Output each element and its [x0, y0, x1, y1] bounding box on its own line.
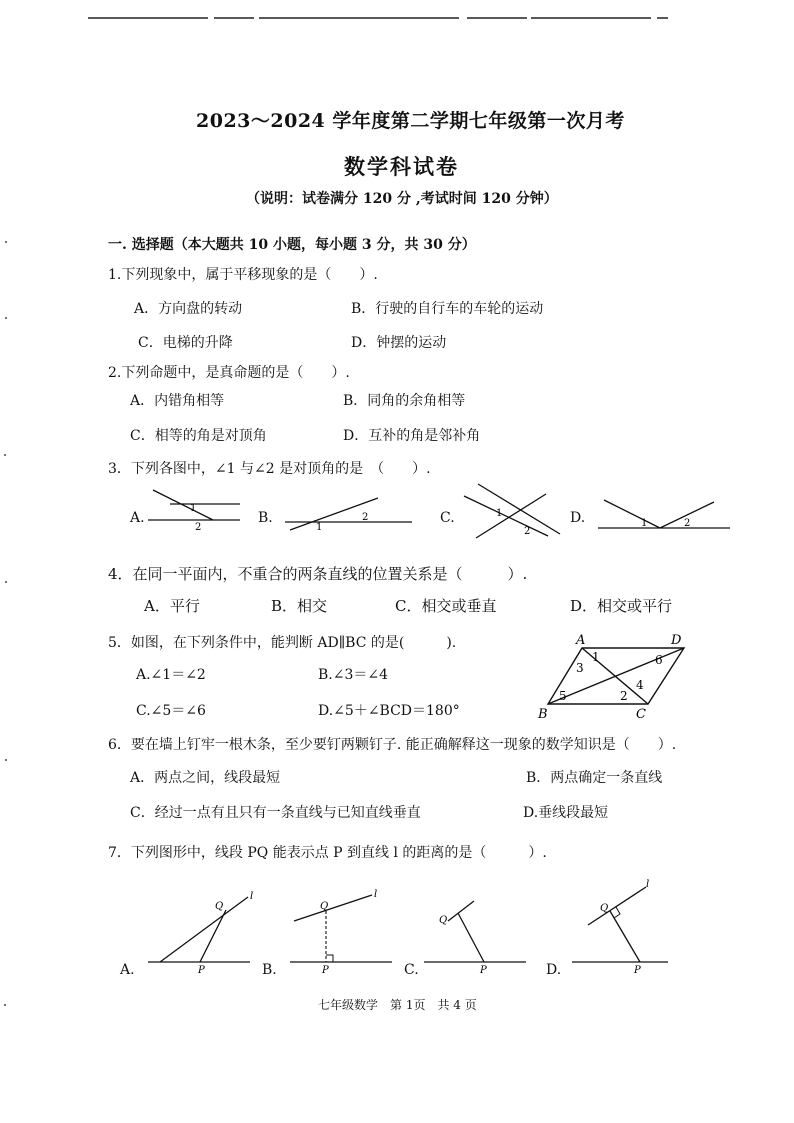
svg-text:l: l [646, 879, 650, 890]
q4-option-d[interactable]: D．相交或平行 [570, 597, 673, 615]
q6-stem: 6．要在墙上钉牢一根木条，至少要钉两颗钉子. 能正确解释这一现象的数学知识是（ ）. [108, 737, 677, 753]
q2-option-a[interactable]: A．内错角相等 [130, 393, 225, 409]
q2-option-c[interactable]: C．相等的角是对顶角 [130, 428, 267, 444]
q5-angle-5: 5 [559, 689, 567, 703]
q3b-angle-1: 1 [316, 522, 323, 533]
q7-label-a[interactable]: A. [120, 962, 135, 978]
svg-text:P: P [634, 965, 641, 976]
q1-option-a[interactable]: A．方向盘的转动 [134, 301, 243, 317]
q1-option-c[interactable]: C．电梯的升降 [138, 335, 233, 351]
svg-text:Q: Q [600, 903, 609, 914]
q3-stem: 3．下列各图中，∠1 与∠2 是对顶角的是 （ ）. [108, 461, 431, 477]
q5-point-b: B [538, 707, 548, 722]
q3-label-c[interactable]: C. [440, 510, 455, 526]
q6-option-d[interactable]: D.垂线段最短 [523, 805, 609, 821]
q4-option-a[interactable]: A．平行 [144, 597, 200, 615]
q3-figure-a [148, 490, 240, 533]
q5-angle-3: 3 [576, 661, 584, 675]
q3c-angle-2: 2 [524, 526, 531, 537]
q5-point-d: D [671, 633, 682, 648]
q6-option-a[interactable]: A．两点之间，线段最短 [130, 770, 281, 786]
q2-option-d[interactable]: D．互补的角是邻补角 [343, 428, 481, 444]
q3-label-b[interactable]: B. [258, 510, 273, 526]
q3-label-d[interactable]: D. [570, 510, 586, 526]
svg-text:P: P [322, 965, 329, 976]
exam-note: （说明：试卷满分 120 分 ,考试时间 120 分钟） [246, 191, 558, 207]
q7-label-b[interactable]: B. [262, 962, 277, 978]
exam-subtitle: 数学科试卷 [344, 154, 459, 179]
q7-figure-c [424, 901, 526, 976]
q3-figures [0, 480, 794, 550]
svg-text:l: l [250, 891, 254, 902]
q7-figure-d [572, 879, 668, 976]
q5-stem: 5．如图，在下列条件中，能判断 AD∥BC 的是( ). [108, 635, 457, 651]
q5-option-b[interactable]: B.∠3＝∠4 [318, 667, 389, 683]
page-footer: 七年级数学 第 1页 共 4 页 [318, 998, 477, 1012]
exam-title: 2023～2024 学年度第二学期七年级第一次月考 [196, 110, 625, 132]
q5-angle-4: 4 [636, 678, 644, 692]
q5-angle-6: 6 [655, 653, 663, 667]
q5-point-a: A [576, 633, 586, 648]
q2-stem: 2.下列命题中，是真命题的是（ ）. [108, 365, 350, 381]
q3d-angle-2: 2 [684, 518, 691, 529]
q7-figures [0, 875, 794, 985]
q6-option-b[interactable]: B．两点确定一条直线 [526, 770, 663, 786]
q5-figure [530, 628, 700, 723]
q3-figure-c [464, 484, 560, 538]
q3-figure-d [598, 500, 730, 529]
svg-text:Q: Q [320, 901, 329, 912]
q5-option-d[interactable]: D.∠5＋∠BCD＝180° [318, 703, 460, 719]
svg-text:P: P [198, 965, 205, 976]
q5-angle-1: 1 [592, 650, 600, 664]
section-heading: 一. 选择题（本大题共 10 小题，每小题 3 分，共 30 分） [108, 237, 476, 253]
q3d-angle-1: 1 [641, 518, 648, 529]
q4-option-c[interactable]: C．相交或垂直 [395, 597, 497, 615]
q5-option-c[interactable]: C.∠5＝∠6 [136, 703, 206, 719]
q7-label-c[interactable]: C. [404, 962, 419, 978]
q3-label-a[interactable]: A. [130, 510, 145, 526]
q1-option-d[interactable]: D．钟摆的运动 [351, 335, 447, 351]
q3-figure-b [285, 498, 412, 533]
q3a-angle-1: 1 [190, 503, 197, 514]
q4-stem: 4．在同一平面内，不重合的两条直线的位置关系是（ ）. [108, 565, 528, 583]
svg-text:l: l [374, 889, 378, 900]
q3a-angle-2: 2 [195, 522, 202, 533]
q6-option-c[interactable]: C．经过一点有且只有一条直线与已知直线垂直 [130, 805, 421, 821]
q7-label-d[interactable]: D. [546, 962, 562, 978]
svg-text:P: P [480, 965, 487, 976]
svg-text:Q: Q [439, 915, 448, 926]
q7-figure-a [148, 891, 253, 976]
q5-option-a[interactable]: A.∠1＝∠2 [136, 667, 206, 683]
q3c-angle-1: 1 [496, 508, 503, 519]
q7-figure-b [290, 889, 392, 976]
svg-text:Q: Q [215, 901, 224, 912]
scan-edge-artifact [0, 0, 794, 30]
q2-option-b[interactable]: B．同角的余角相等 [343, 393, 466, 409]
q5-angle-2: 2 [620, 689, 628, 703]
q5-point-c: C [636, 707, 646, 722]
q1-option-b[interactable]: B．行驶的自行车的车轮的运动 [351, 301, 544, 317]
q1-stem: 1.下列现象中，属于平移现象的是（ ）. [108, 267, 378, 283]
scan-margin-speckles [0, 0, 20, 1123]
q3b-angle-2: 2 [362, 512, 369, 523]
q4-option-b[interactable]: B．相交 [271, 597, 328, 615]
q7-stem: 7．下列图形中，线段 PQ 能表示点 P 到直线 l 的距离的是（ ）. [108, 845, 547, 861]
